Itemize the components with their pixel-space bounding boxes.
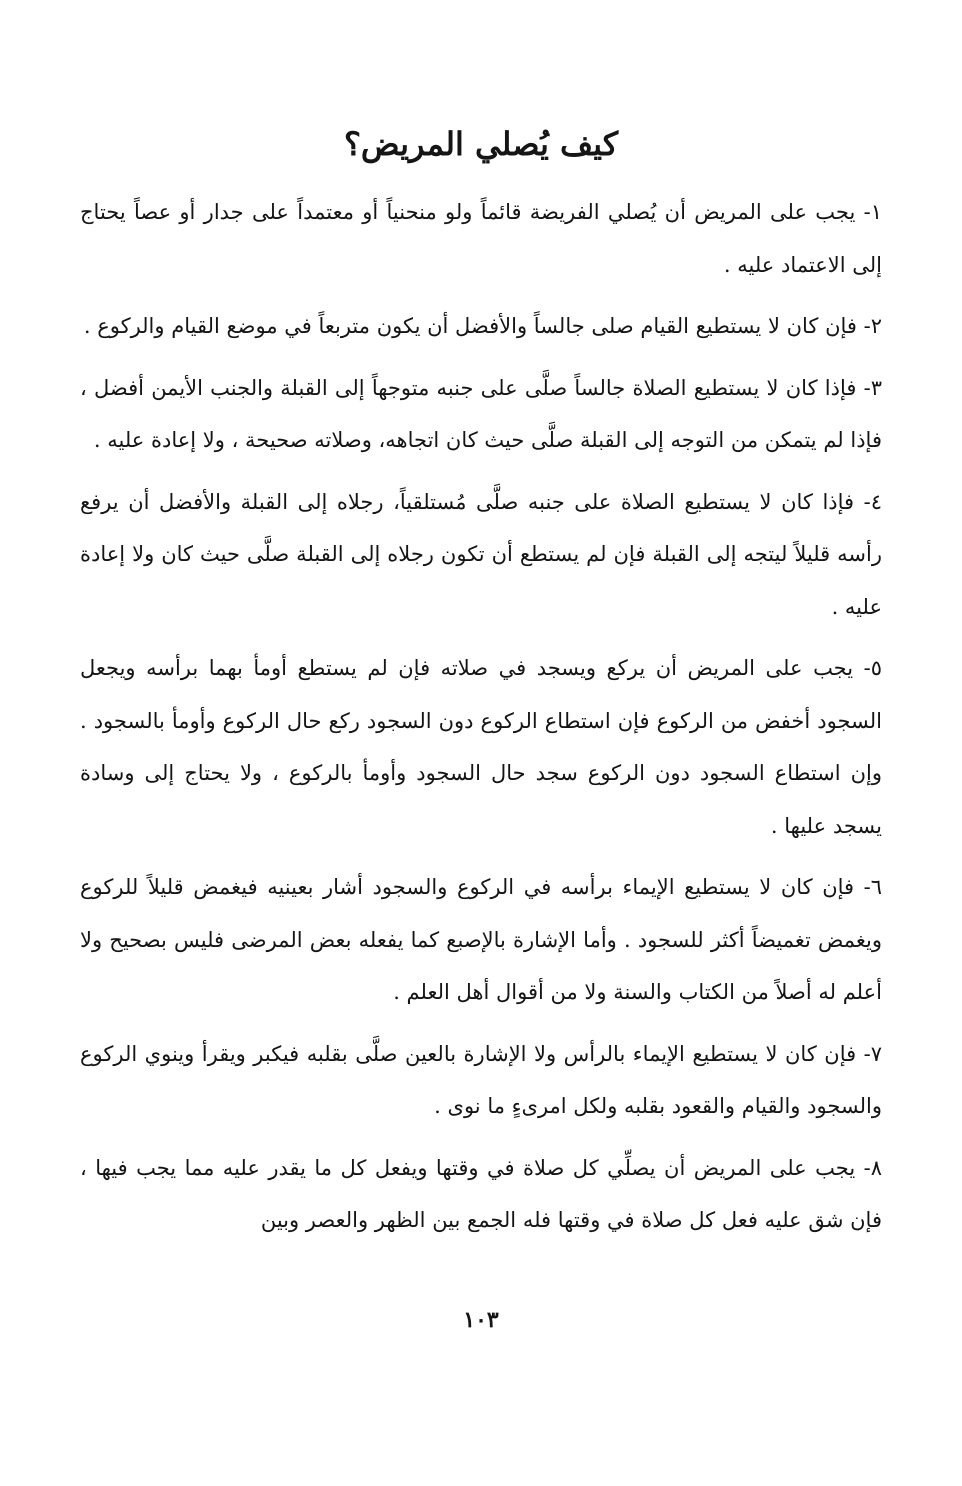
paragraph-3: ٣- فإذا كان لا يستطيع الصلاة جالساً صلَّى على جنبه متوجهاً إلى القبلة والجنب الأيمن أفضل ، فإذا لم يتمكن من التوجه إلى القبلة صلَّى حيث كان اتجاهه، وصلاته صحيحة ، ولا إعادة عليه . — [80, 375, 882, 452]
paragraph-8: ٨- يجب على المريض أن يصلِّي كل صلاة في وقتها ويفعل كل ما يقدر عليه مما يجب فيها ، فإن شق عليه فعل كل صلاة في وقتها فله الجمع بين الظهر والعصر وبين — [80, 1155, 882, 1232]
paragraph-6: ٦- فإن كان لا يستطيع الإيماء برأسه في الركوع والسجود أشار بعينيه فيغمض قليلاً للركوع ويغمض تغميضاً أكثر للسجود . وأما الإشارة بالإصبع كما يفعله بعض المرضى فليس بصحيح ولا أعلم له أصلاً من الكتاب والسنة ولا من أقوال أهل العلم . — [80, 875, 882, 1004]
paragraph-5: ٥- يجب على المريض أن يركع ويسجد في صلاته فإن لم يستطع أومأ بهما برأسه ويجعل السجود أخفض من الركوع فإن استطاع الركوع دون السجود ركع حال الركوع وأومأ بالسجود . وإن استطاع السجود دون الركوع سجد حال السجود وأومأ بالركوع ، ولا يحتاج إلى وسادة يسجد عليها . — [80, 656, 882, 838]
paragraph-1: ١- يجب على المريض أن يُصلي الفريضة قائماً ولو منحنياً أو معتمداً على جدار أو عصاً يحتاج إلى الاعتماد عليه . — [80, 200, 882, 277]
body-text — [80, 186, 882, 1247]
page-title: كيف يُصلي المريض؟ — [343, 125, 619, 163]
paragraph-2: ٢- فإن كان لا يستطيع القيام صلى جالساً والأفضل أن يكون متربعاً في موضع القيام والركوع . — [83, 314, 882, 338]
page-number: ١٠٣ — [463, 1307, 499, 1333]
paragraph-7: ٧- فإن كان لا يستطيع الإيماء بالرأس ولا الإشارة بالعين صلَّى بقلبه فيكبر ويقرأ وينوي الركوع والسجود والقيام والقعود بقلبه ولكل امرىءٍ ما نوى . — [80, 1041, 882, 1118]
paragraph-4: ٤- فإذا كان لا يستطيع الصلاة على جنبه صلَّى مُستلقياً، رجلاه إلى القبلة والأفضل أن يرفع رأسه قليلاً ليتجه إلى القبلة فإن لم يستطع أن تكون رجلاه إلى القبلة صلَّى حيث كان ولا إعادة عليه . — [80, 489, 882, 619]
